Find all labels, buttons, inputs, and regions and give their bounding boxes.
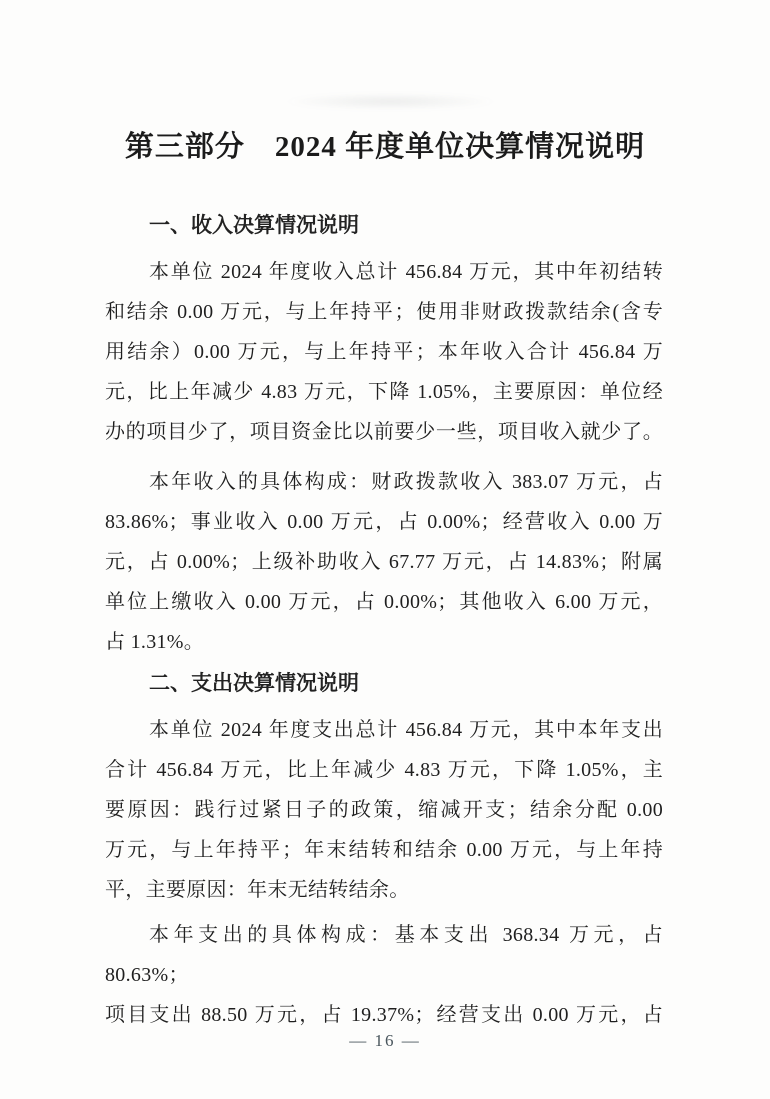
text-line: 用结余）0.00 万元，与上年持平；本年收入合计 456.84 万	[105, 341, 663, 363]
paragraph-income-composition	[105, 462, 663, 662]
text-line: 要原因：践行过紧日子的政策，缩减开支；结余分配 0.00	[105, 799, 663, 821]
text-line: 元，比上年减少 4.83 万元，下降 1.05%，主要原因：单位经	[105, 381, 663, 403]
document-body	[105, 206, 663, 1035]
document-title: 第三部分 2024 年度单位决算情况说明	[124, 131, 646, 163]
text-line: 本年收入的具体构成：财政拨款收入 383.07 万元，占	[149, 471, 663, 493]
paragraph-expenditure-summary	[105, 710, 663, 910]
text-line: 占 1.31%。	[105, 631, 205, 653]
text-line: 83.86%；事业收入 0.00 万元，占 0.00%；经营收入 0.00 万	[105, 511, 663, 533]
text-line: 和结余 0.00 万元，与上年持平；使用非财政拨款结余(含专	[105, 301, 663, 323]
section-heading-income: 一、收入决算情况说明	[149, 214, 359, 237]
paragraph-income-summary	[105, 252, 663, 452]
page-number: — 16 —	[349, 1031, 421, 1050]
text-line: 元，占 0.00%；上级补助收入 67.77 万元，占 14.83%；附属	[105, 551, 663, 573]
text-line: 本单位 2024 年度支出总计 456.84 万元，其中本年支出	[149, 719, 663, 741]
text-line: 万元，与上年持平；年末结转和结余 0.00 万元，与上年持	[105, 839, 663, 861]
section-heading-expenditure: 二、支出决算情况说明	[149, 672, 359, 695]
text-line: 本单位 2024 年度收入总计 456.84 万元，其中年初结转	[149, 261, 663, 283]
text-line: 单位上缴收入 0.00 万元，占 0.00%；其他收入 6.00 万元，	[105, 591, 663, 613]
text-line: 平，主要原因：年末无结转结余。	[105, 879, 410, 901]
text-line: 本年支出的具体构成：基本支出 368.34 万元，占 80.63%；	[105, 924, 663, 986]
text-line: 办的项目少了，项目资金比以前要少一些，项目收入就少了。	[105, 421, 663, 443]
scan-artifact	[283, 93, 498, 110]
text-line: 项目支出 88.50 万元，占 19.37%；经营支出 0.00 万元，占	[105, 1004, 663, 1026]
paragraph-expenditure-composition	[105, 915, 663, 1035]
text-line: 合计 456.84 万元，比上年减少 4.83 万元，下降 1.05%，主	[105, 759, 663, 781]
